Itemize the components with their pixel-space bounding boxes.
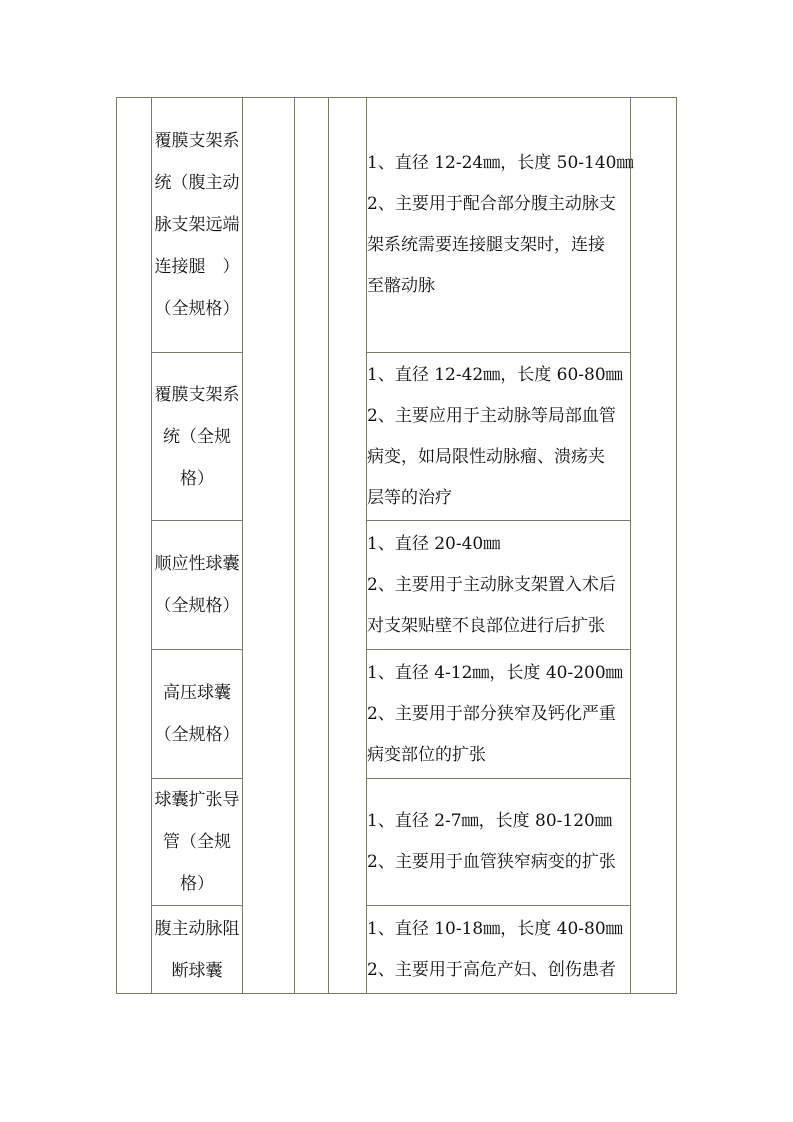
description-line: 2、主要用于高危产妇、创伤患者 <box>367 959 616 980</box>
blank-column-cell <box>243 98 295 994</box>
blank-column-cell <box>631 98 677 994</box>
table-row <box>117 779 677 906</box>
description-line: 病变，如局限性动脉瘤、溃疡夹 <box>367 446 605 467</box>
description-line: 1、直径 10-18㎜，长度 40-80㎜ <box>367 918 623 939</box>
description-line: 1、直径 2-7㎜，长度 80-120㎜ <box>367 811 612 831</box>
table-row <box>117 98 677 353</box>
product-name: 覆膜支架系统（全规格） <box>154 384 240 489</box>
product-name-cell <box>152 906 243 994</box>
description-line: 2、主要用于主动脉支架置入术后 <box>367 574 616 595</box>
description-line: 架系统需要连接腿支架时，连接 <box>367 235 605 255</box>
description-cell <box>367 906 631 994</box>
spec-table-body <box>117 98 677 994</box>
product-name-cell <box>152 521 243 650</box>
description-line: 2、主要用于部分狭窄及钙化严重 <box>367 703 616 724</box>
product-name-cell <box>152 98 243 353</box>
description-line: 2、主要用于配合部分腹主动脉支 <box>367 194 616 214</box>
description-line: 1、直径 20-40㎜ <box>367 533 501 554</box>
description-line: 2、主要应用于主动脉等局部血管 <box>367 405 616 426</box>
product-name-cell <box>152 353 243 521</box>
description-line: 病变部位的扩张 <box>367 744 486 765</box>
description-cell <box>367 353 631 521</box>
description-line: 1、直径 12-24㎜，长度 50-140㎜ <box>367 153 634 173</box>
description-line: 1、直径 4-12㎜，长度 40-200㎜ <box>367 662 623 683</box>
product-name-cell <box>152 650 243 779</box>
table-row <box>117 650 677 779</box>
blank-column-cell <box>329 98 367 994</box>
product-name-cell <box>152 779 243 906</box>
blank-column-cell <box>295 98 329 994</box>
table-row <box>117 353 677 521</box>
index-column-cell <box>117 98 152 994</box>
description-line: 1、直径 12-42㎜，长度 60-80㎜ <box>367 364 623 385</box>
description-cell <box>367 521 631 650</box>
table-row <box>117 906 677 994</box>
spec-table <box>116 97 677 994</box>
product-name: 顺应性球囊（全规格） <box>154 554 240 616</box>
table-row <box>117 521 677 650</box>
description-line: 至髂动脉 <box>367 276 435 296</box>
product-name: 球囊扩张导管（全规格） <box>154 790 240 894</box>
description-cell <box>367 650 631 779</box>
description-cell <box>367 779 631 906</box>
product-name: 腹主动脉阻断球囊 <box>154 918 240 981</box>
description-line: 2、主要用于血管狭窄病变的扩张 <box>367 852 616 872</box>
description-line: 层等的治疗 <box>367 487 452 508</box>
product-name: 覆膜支架系统（腹主动脉支架远端连接腿 ）（全规格） <box>154 131 240 319</box>
description-cell <box>367 98 634 353</box>
product-name: 高压球囊（全规格） <box>154 683 240 745</box>
description-line: 对支架贴壁不良部位进行后扩张 <box>367 615 605 636</box>
